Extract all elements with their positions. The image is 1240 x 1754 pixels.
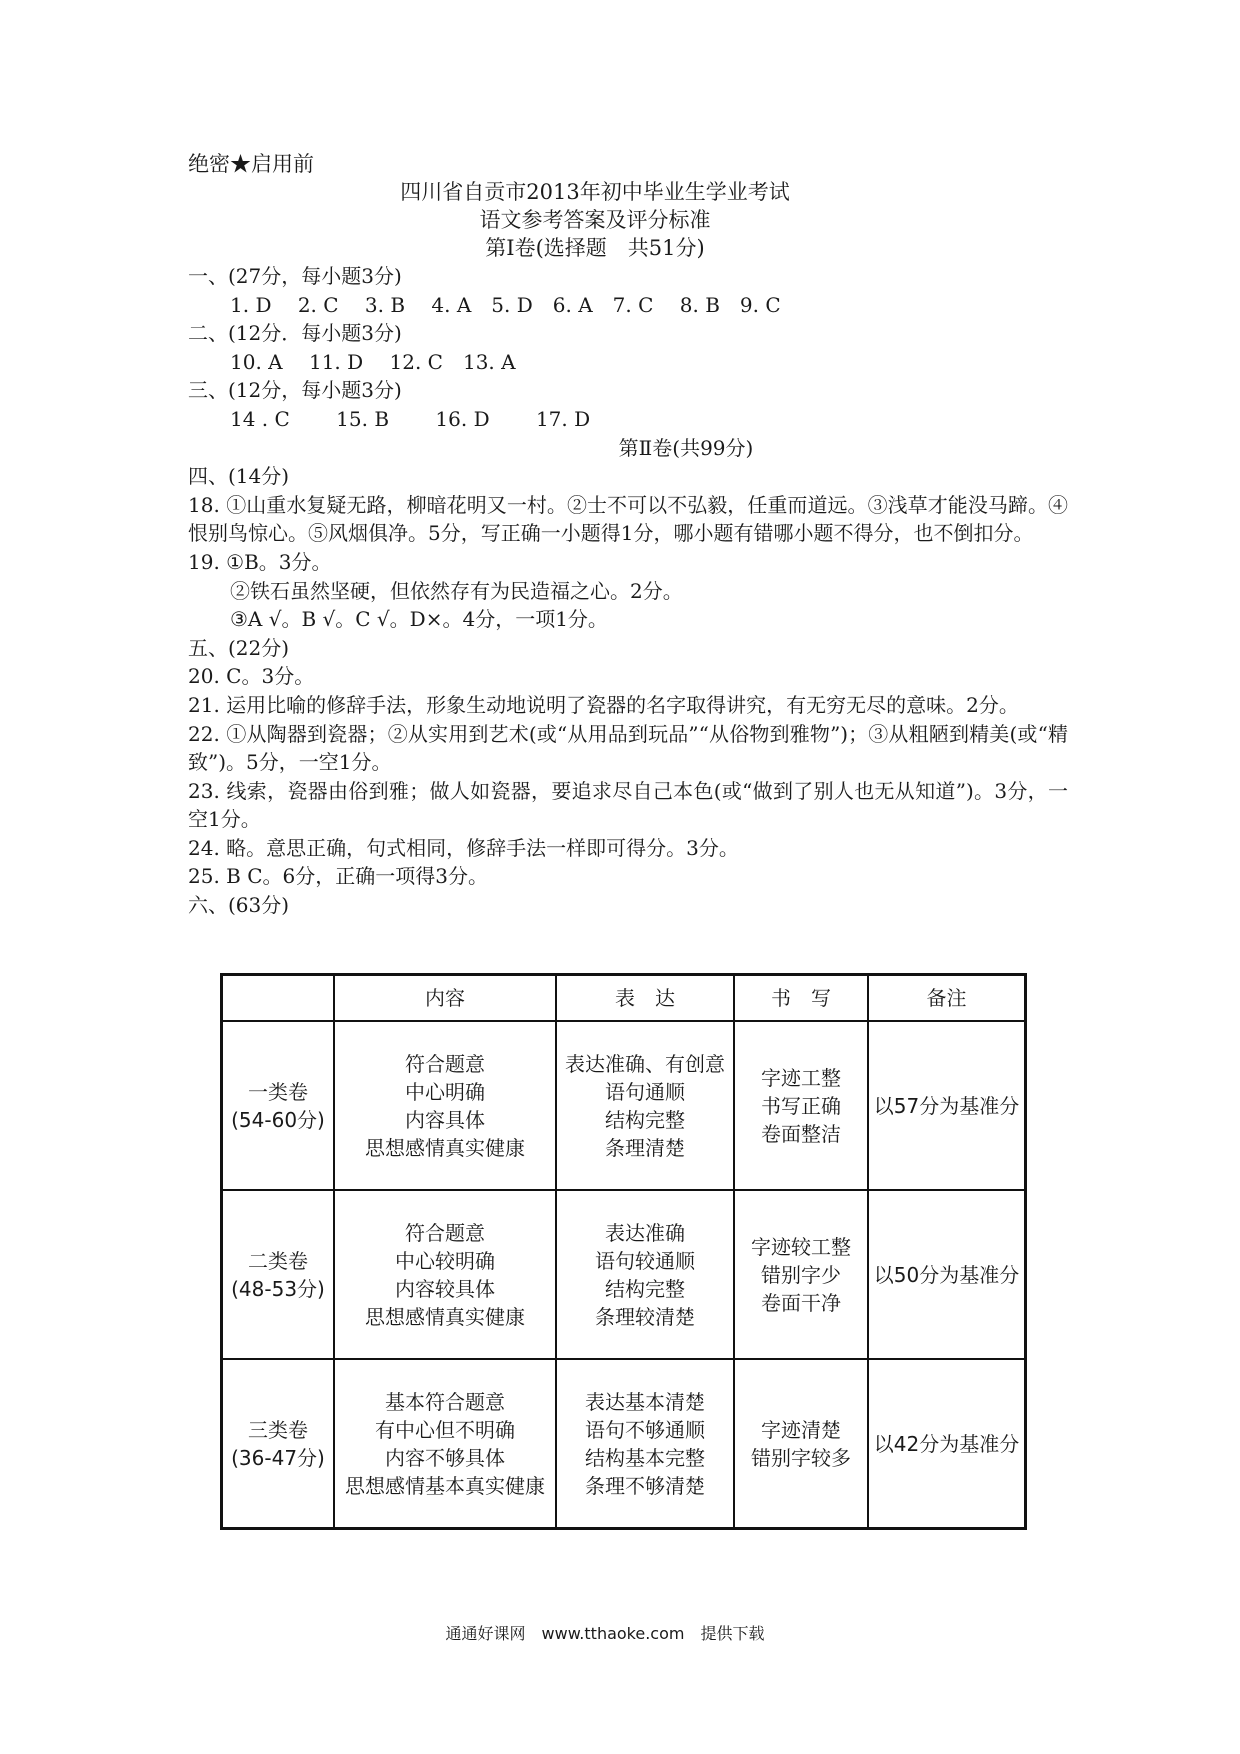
content-criterion: 符合题意 [405, 1051, 485, 1076]
section-2-answers: 10. A 11. D 12. C 13. A [230, 349, 516, 374]
table-header-cell [222, 975, 335, 1022]
note-cell: 以57分为基准分 [868, 1021, 1026, 1190]
table-row [222, 1021, 1026, 1190]
expression-criterion: 语句较通顺 [595, 1248, 695, 1273]
answer-20: 20. C。3分。 [188, 664, 315, 689]
table-row [222, 1359, 1026, 1529]
essay-scoring-table [220, 973, 1027, 1530]
section-2-heading: 二、(12分．每小题3分) [188, 321, 402, 346]
table-row [222, 1190, 1026, 1359]
section-3-heading: 三、(12分，每小题3分) [188, 378, 402, 403]
expression-criterion: 语句不够通顺 [585, 1417, 705, 1442]
content-criterion: 基本符合题意 [385, 1389, 505, 1414]
answer-body [188, 262, 1068, 920]
expression-criterion: 结构完整 [605, 1276, 685, 1301]
writing-criterion: 书写正确 [761, 1093, 841, 1118]
answer-22: 22. ①从陶器到瓷器；②从实用到艺术(或“从用品到玩品”“从俗物到雅物”)；③从粗陋到精美(或“精致”)。5分，一空1分。 [188, 721, 1068, 775]
content-criterion: 中心较明确 [395, 1248, 495, 1273]
essay-scoring-table-wrapper [220, 973, 1027, 1530]
expression-cell [556, 1190, 734, 1359]
writing-criterion: 字迹清楚 [761, 1417, 841, 1442]
content-criterion: 符合题意 [405, 1220, 485, 1245]
expression-criterion: 条理清楚 [605, 1135, 685, 1160]
section-3-answers: 14 . C 15. B 16. D 17. D [230, 406, 591, 431]
expression-criterion: 结构完整 [605, 1107, 685, 1132]
expression-cell [556, 1359, 734, 1529]
expression-criterion: 条理较清楚 [595, 1304, 695, 1329]
expression-criterion: 表达准确、有创意 [565, 1051, 725, 1076]
table-header-cell: 书 写 [734, 975, 868, 1022]
secret-mark: 绝密★启用前 [188, 152, 314, 176]
grade-label: 三类卷 [248, 1417, 308, 1442]
document-title [0, 178, 1240, 262]
answer-19-3: ③A √。B √。C √。D×。4分，一项1分。 [230, 607, 608, 632]
footer-text: 通通好课网 www.tthaoke.com 提供下载 [445, 1624, 765, 1643]
title-line-1: 四川省自贡市2013年初中毕业生学业考试 [400, 180, 790, 204]
writing-cell [734, 1021, 868, 1190]
answer-24: 24. 略。意思正确，句式相同，修辞手法一样即可得分。3分。 [188, 835, 739, 860]
content-criterion: 内容不够具体 [385, 1445, 505, 1470]
writing-criterion: 字迹较工整 [751, 1234, 851, 1259]
grade-label: 二类卷 [248, 1248, 308, 1273]
title-line-2: 语文参考答案及评分标准 [479, 208, 711, 232]
answer-18: 18. ①山重水复疑无路，柳暗花明又一村。②士不可以不弘毅，任重而道远。③浅草才能没马蹄。④恨别鸟惊心。⑤风烟俱净。5分，写正确一小题得1分，哪小题有错哪小题不得分，也不倒扣分。 [188, 492, 1068, 546]
content-cell [334, 1190, 556, 1359]
content-criterion: 思想感情真实健康 [365, 1135, 525, 1160]
note-cell: 以42分为基准分 [868, 1359, 1026, 1529]
writing-criterion: 字迹工整 [761, 1065, 841, 1090]
table-header-cell: 表 达 [556, 975, 734, 1022]
grade-range: (54-60分) [231, 1107, 325, 1132]
grade-cell [222, 1190, 335, 1359]
writing-cell [734, 1190, 868, 1359]
expression-criterion: 表达基本清楚 [585, 1389, 705, 1414]
grade-label: 一类卷 [248, 1079, 308, 1104]
answer-19-2: ②铁石虽然坚硬，但依然存有为民造福之心。2分。 [230, 578, 683, 603]
content-criterion: 内容具体 [405, 1107, 485, 1132]
answer-25: 25. B C。6分，正确一项得3分。 [188, 864, 488, 889]
grade-cell [222, 1021, 335, 1190]
section-1-heading: 一、(27分，每小题3分) [188, 264, 402, 288]
answer-19-1: 19. ①B。3分。 [188, 549, 332, 574]
expression-criterion: 表达准确 [605, 1220, 685, 1245]
title-line-3: 第Ⅰ卷(选择题 共51分) [485, 236, 705, 260]
table-header-cell: 备注 [868, 975, 1026, 1022]
note-cell: 以50分为基准分 [868, 1190, 1026, 1359]
table-header-cell: 内容 [334, 975, 556, 1022]
writing-criterion: 错别字少 [761, 1262, 841, 1287]
table-header-row [222, 975, 1026, 1022]
section-6-heading: 六、(63分) [188, 893, 290, 918]
writing-criterion: 错别字较多 [751, 1445, 851, 1470]
expression-criterion: 语句通顺 [605, 1079, 685, 1104]
page-footer [0, 1621, 1240, 1644]
expression-cell [556, 1021, 734, 1190]
grade-range: (48-53分) [231, 1276, 325, 1301]
writing-criterion: 卷面整洁 [761, 1121, 841, 1146]
section-4-heading: 四、(14分) [188, 464, 290, 489]
content-criterion: 思想感情真实健康 [365, 1304, 525, 1329]
section-1-answers: 1. D 2. C 3. B 4. A 5. D 6. A 7. C 8. B 9. C [230, 292, 781, 317]
grade-range: (36-47分) [231, 1445, 325, 1470]
grade-cell [222, 1359, 335, 1529]
content-cell [334, 1359, 556, 1529]
expression-criterion: 结构基本完整 [585, 1445, 705, 1470]
answer-23: 23. 线索，瓷器由俗到雅；做人如瓷器，要追求尽自己本色(或“做到了别人也无从知道”)。3分，一空1分。 [188, 778, 1068, 832]
writing-criterion: 卷面干净 [761, 1290, 841, 1315]
expression-criterion: 条理不够清楚 [585, 1473, 705, 1498]
content-criterion: 思想感情基本真实健康 [345, 1473, 545, 1498]
content-criterion: 内容较具体 [395, 1276, 495, 1301]
writing-cell [734, 1359, 868, 1529]
answer-21: 21. 运用比喻的修辞手法，形象生动地说明了瓷器的名字取得讲究，有无穷无尽的意味。2分。 [188, 692, 1019, 717]
content-cell [334, 1021, 556, 1190]
content-criterion: 中心明确 [405, 1079, 485, 1104]
part-2-title: 第Ⅱ卷(共99分) [618, 435, 754, 460]
section-5-heading: 五、(22分) [188, 635, 290, 660]
content-criterion: 有中心但不明确 [375, 1417, 515, 1442]
